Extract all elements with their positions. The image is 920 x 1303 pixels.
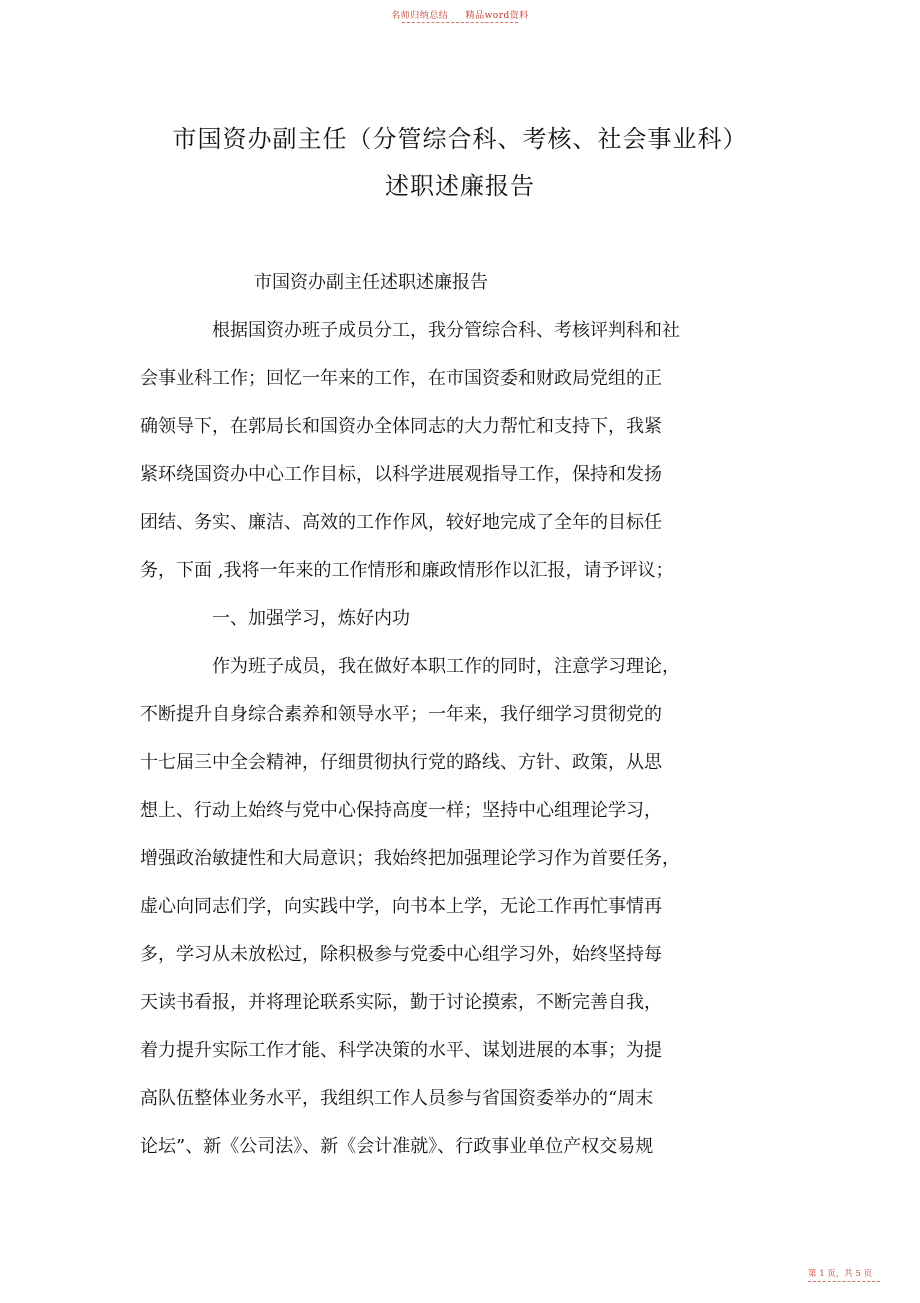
page-header [0, 8, 920, 21]
document-title-line-2: 述职述廉报告 [385, 172, 535, 200]
body-line: 天读书看报，并将理论联系实际，勤于讨论摸索，不断完善自我， [140, 992, 662, 1013]
document-title-line-1: 市国资办副主任（分管综合科、考核、社会事业科） [172, 125, 748, 153]
body-line: 论坛”、新《公司法》、新《会计准就》、行政事业单位产权交易规 [140, 1136, 654, 1157]
body-line: 团结、务实、廉洁、高效的工作作风，较好地完成了全年的目标任 [140, 512, 662, 533]
page-number: 第 1 页，共 5 页 [808, 1269, 873, 1279]
header-divider [402, 22, 518, 23]
section-heading: 一、加强学习，炼好内功 [212, 608, 410, 629]
body-line: 不断提升自身综合素养和领导水平；一年来，我仔细学习贯彻党的 [140, 704, 662, 725]
body-line: 增强政治敏捷性和大局意识；我始终把加强理论学习作为首要任务， [140, 848, 680, 869]
body-line: 十七届三中全会精神，仔细贯彻执行党的路线、方针、政策，从思 [140, 752, 662, 773]
body-line: 高队伍整体业务水平，我组织工作人员参与省国资委举办的“周末 [140, 1088, 654, 1109]
header-left-text: 名师归纳总结 [391, 11, 449, 21]
body-line: 会事业科工作；回忆一年来的工作，在市国资委和财政局党组的正 [140, 368, 662, 389]
body-line: 虚心向同志们学，向实践中学，向书本上学，无论工作再忙事情再 [140, 896, 662, 917]
body-line: 多，学习从未放松过，除积极参与党委中心组学习外，始终坚持每 [140, 944, 662, 965]
body-line: 根据国资办班子成员分工，我分管综合科、考核评判科和社 [212, 320, 680, 341]
body-line: 想上、行动上始终与党中心保持高度一样；坚持中心组理论学习， [140, 800, 662, 821]
body-line: 务，下面 ,我将一年来的工作情形和廉政情形作以汇报，请予评议； [140, 560, 674, 581]
body-line: 着力提升实际工作才能、科学决策的水平、谋划进展的本事；为提 [140, 1040, 662, 1061]
body-line: 紧环绕国资办中心工作目标，以科学进展观指导工作，保持和发扬 [140, 464, 662, 485]
document-subtitle: 市国资办副主任述职述廉报告 [254, 272, 488, 293]
footer-divider [808, 1281, 880, 1282]
body-line: 确领导下，在郭局长和国资办全体同志的大力帮忙和支持下，我紧 [140, 416, 662, 437]
header-right-text: 精品word资料 [465, 11, 529, 21]
body-line: 作为班子成员，我在做好本职工作的同时，注意学习理论， [212, 656, 680, 677]
